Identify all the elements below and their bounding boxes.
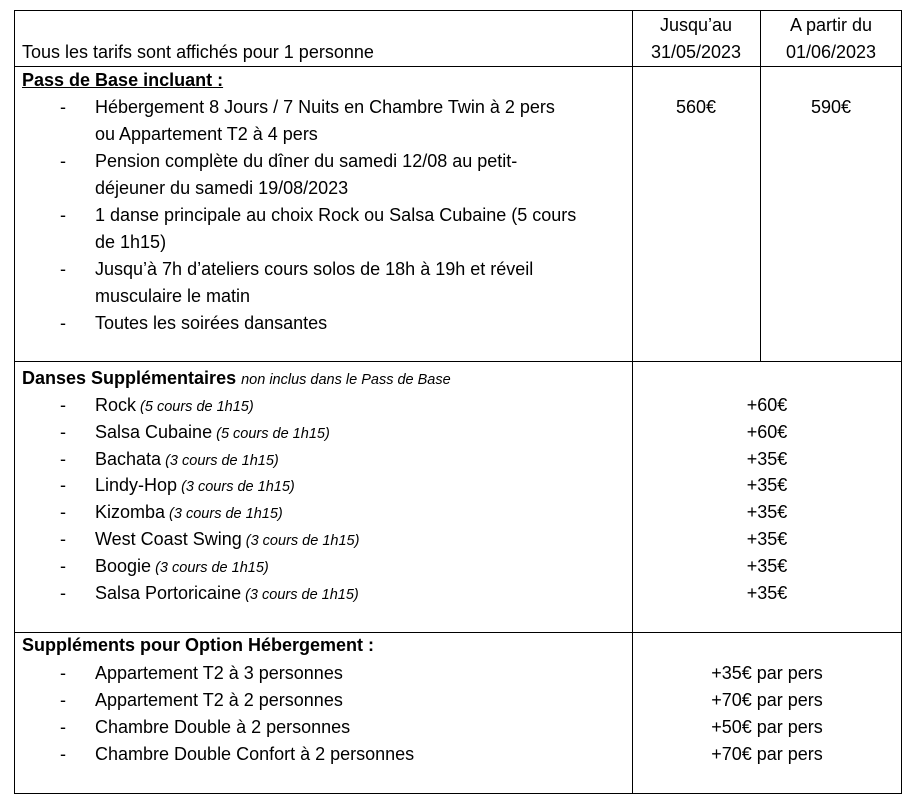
dance-detail: (3 cours de 1h15) [151,559,269,576]
header-note: Tous les tarifs sont affichés pour 1 personne [22,42,374,62]
bullet: - [60,475,66,496]
dance-price: +35€ [746,475,788,496]
dance-item [95,555,269,579]
dance-price: +35€ [746,582,788,603]
row-divider [15,632,901,633]
dance-detail: (5 cours de 1h15) [212,425,330,442]
row-divider [15,361,901,362]
col-divider [760,11,761,361]
bullet: - [60,529,66,549]
bullet: - [60,259,66,279]
dance-item [95,528,359,552]
lodging-title: Suppléments pour Option Hébergement : [22,635,375,655]
dance-detail: (3 cours de 1h15) [165,506,283,523]
lodging-option: Appartement T2 à 3 personnes [95,663,343,683]
dance-detail: (5 cours de 1h15) [136,399,254,415]
dances-title: Danses Supplémentaires [22,368,237,388]
lodging-price: +50€ par pers [711,717,823,737]
header-col2-line2: 01/06/2023 [785,42,877,62]
pass-price-late: 590€ [810,97,852,117]
pass-price-early: 560€ [675,97,717,117]
pass-item-1-line2: ou Appartement T2 à 4 pers [95,124,318,144]
row-divider [15,66,901,67]
bullet: - [60,582,66,603]
dance-detail: (3 cours de 1h15) [241,586,359,603]
dance-price: +35€ [746,529,788,549]
lodging-option: Chambre Double à 2 personnes [95,717,351,737]
bullet: - [60,448,66,469]
pass-item-5: Toutes les soirées dansantes [95,313,328,333]
dance-detail: (3 cours de 1h15) [161,452,279,469]
pass-item-4-line2: musculaire le matin [95,286,251,306]
pass-item-4-line1: Jusqu’à 7h d’ateliers cours solos de 18h à 19h et réveil [95,259,534,279]
header-col1-line2: 31/05/2023 [650,42,742,62]
bullet: - [60,421,66,442]
pass-title: Pass de Base incluant : [22,70,224,90]
pass-item-3-line2: de 1h15) [95,232,167,252]
dance-name: West Coast Swing [95,529,242,549]
dance-name: Salsa Cubaine [95,421,213,442]
bullet: - [60,97,66,117]
dance-name: Rock [95,395,137,415]
lodging-price: +70€ par pers [711,744,823,764]
dance-price: +35€ [746,555,788,576]
header-col2-line1: A partir du [789,15,873,35]
dance-item [95,394,254,418]
dance-name: Bachata [95,448,162,469]
pass-item-1-line1: Hébergement 8 Jours / 7 Nuits en Chambre Twin à 2 pers [95,97,555,117]
dance-item [95,421,330,445]
bullet: - [60,744,66,764]
bullet: - [60,555,66,576]
bullet: - [60,205,66,225]
dances-subtitle: non inclus dans le Pass de Base [241,372,451,388]
lodging-option: Appartement T2 à 2 personnes [95,690,343,710]
dance-price: +60€ [746,421,788,442]
dance-price: +35€ [746,448,788,469]
dance-price: +35€ [746,502,788,523]
bullet: - [60,663,66,683]
dance-detail: (3 cours de 1h15) [241,533,360,549]
lodging-price: +35€ par pers [711,663,823,683]
bullet: - [60,151,66,171]
header-col1-line1: Jusqu’au [659,15,733,35]
dance-name: Kizomba [95,502,166,523]
dance-name: Lindy-Hop [95,475,178,496]
dance-name: Boogie [95,555,152,576]
lodging-price: +70€ par pers [711,690,823,710]
bullet: - [60,717,66,737]
bullet: - [60,395,66,415]
lodging-option: Chambre Double Confort à 2 personnes [95,744,415,764]
dance-item [95,474,295,498]
dance-name: Salsa Portoricaine [95,582,242,603]
bullet: - [60,690,66,710]
bullet: - [60,313,66,333]
dance-price: +60€ [746,395,788,415]
bullet: - [60,502,66,523]
pass-item-2-line1: Pension complète du dîner du samedi 12/08 au petit- [95,151,518,171]
dance-item [95,501,283,525]
dances-header [22,367,451,391]
pass-item-3-line1: 1 danse principale au choix Rock ou Salsa Cubaine (5 cours [95,205,577,225]
pass-item-2-line2: déjeuner du samedi 19/08/2023 [95,178,349,198]
dance-detail: (3 cours de 1h15) [177,479,295,496]
dance-item [95,582,359,606]
dance-item [95,448,279,472]
